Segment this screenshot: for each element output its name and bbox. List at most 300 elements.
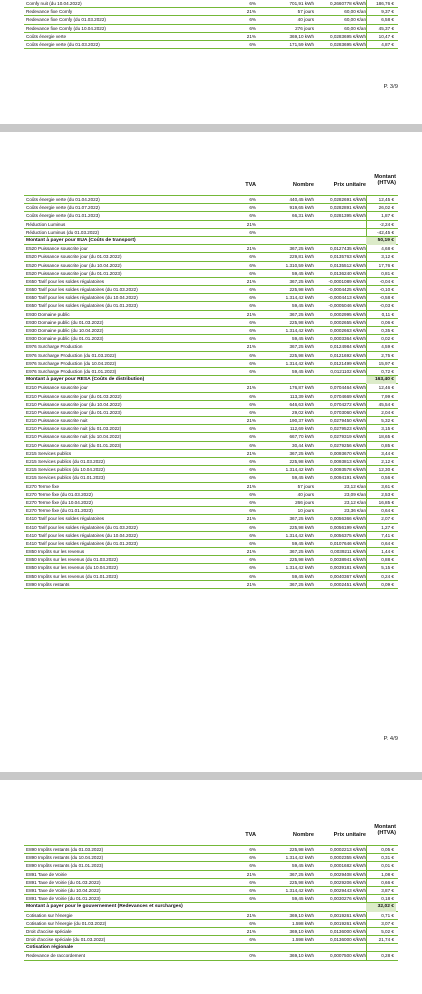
cell-tva: 6% bbox=[249, 336, 256, 342]
cell-description: E890 Impôts restants (du 01.01.2023) bbox=[26, 863, 104, 869]
invoice-page-5 bbox=[0, 790, 422, 994]
page-separator bbox=[0, 124, 422, 132]
cell-prix-unitaire: -0,0004413 €/kWh bbox=[328, 295, 366, 301]
cell-description: E270 Terme fixe (du 10.04.2022) bbox=[26, 499, 93, 505]
cell-description: Cotisation sur l'énergie (du 01.03.2022) bbox=[26, 920, 107, 926]
cell-nombre: 1.314,42 kWh bbox=[285, 360, 314, 366]
cell-description: E890 Impôts restants bbox=[26, 581, 70, 587]
cell-prix-unitaire: 0,0107646 €/kWh bbox=[329, 540, 366, 546]
cell-description: E215 Services publics (du 01.03.2022) bbox=[26, 459, 105, 464]
cell-nombre: 369,10 kWh bbox=[289, 928, 314, 934]
cell-description: E976 Surcharge Production bbox=[26, 344, 83, 350]
cell-nombre: 190,37 kWh bbox=[289, 418, 314, 424]
cell-tva: 6% bbox=[249, 254, 256, 260]
cell-prix-unitaire: 0,2660778 €/kWh bbox=[329, 1, 366, 6]
cell-montant: 7,41 € bbox=[381, 532, 394, 538]
cell-description: E410 Tarif pour les soldes régulatoires (du 01.01.2023) bbox=[26, 540, 138, 546]
cell-nombre: 367,25 kWh bbox=[289, 871, 314, 877]
cell-montant: 163,40 € bbox=[366, 376, 396, 384]
cell-montant: 0,02 € bbox=[381, 336, 394, 342]
table-row bbox=[24, 425, 398, 433]
cell-montant: 0,64 € bbox=[381, 540, 394, 546]
cell-nombre: 667,70 kWh bbox=[289, 434, 314, 440]
table-row bbox=[24, 846, 398, 854]
table-row bbox=[24, 25, 398, 33]
table-row bbox=[24, 286, 398, 294]
invoice-page-4 bbox=[0, 140, 422, 760]
cell-tva: 6% bbox=[249, 491, 256, 497]
cell-description: Redevance de raccordement bbox=[26, 953, 85, 959]
cell-tva: 6% bbox=[249, 213, 256, 219]
cell-prix-unitaire: 0,0704272 €/kWh bbox=[329, 401, 366, 407]
cell-tva: 21% bbox=[246, 549, 256, 555]
cell-montant: 12,46 € bbox=[378, 385, 394, 391]
cell-nombre: 369,10 kWh bbox=[289, 953, 314, 959]
cell-nombre: 646,63 kWh bbox=[289, 401, 314, 407]
cell-montant: 0,66 € bbox=[381, 879, 394, 885]
cell-tva: 21% bbox=[246, 928, 256, 934]
cell-nombre: 40 jours bbox=[297, 17, 314, 23]
header-nombre: Nombre bbox=[292, 832, 314, 838]
cell-description: E850 Impôts sur les revenus (du 01.01.2023) bbox=[26, 573, 118, 579]
cell-tva: 21% bbox=[246, 278, 256, 284]
cell-montant: -42,45 € bbox=[377, 229, 394, 235]
cell-prix-unitaire: 0,0282691 €/kWh bbox=[329, 197, 366, 202]
cell-description: E930 Domaine public bbox=[26, 311, 70, 317]
table-row bbox=[24, 474, 398, 482]
cell-nombre: 59,45 kWh bbox=[292, 540, 314, 546]
cell-nombre: 1.598 kWh bbox=[292, 937, 314, 943]
table-row bbox=[24, 270, 398, 278]
cell-description: E215 Services publics (du 10.04.2022) bbox=[26, 467, 105, 473]
cell-prix-unitaire: 0,0038941 €/kWh bbox=[329, 557, 366, 563]
table-header bbox=[24, 824, 398, 842]
cell-montant: 3,15 € bbox=[381, 426, 394, 432]
table-row bbox=[24, 8, 398, 16]
cell-tva: 6% bbox=[249, 879, 256, 885]
cell-description: E210 Puissance souscrite jour (du 10.04.2022) bbox=[26, 401, 122, 407]
cell-prix-unitaire: 0,0136000 €/kWh bbox=[329, 937, 366, 943]
cell-montant: 10,47 € bbox=[378, 33, 394, 39]
cell-tva: 6% bbox=[249, 863, 256, 869]
cell-prix-unitaire: 23,09 €/an bbox=[344, 491, 366, 497]
cell-description: E210 Puissance souscrite jour (du 01.03.2022) bbox=[26, 393, 122, 399]
cell-montant: 3,12 € bbox=[381, 254, 394, 260]
cell-tva: 6% bbox=[249, 287, 256, 293]
cell-prix-unitaire: 0,0093578 €/kWh bbox=[329, 467, 366, 473]
cell-tva: 6% bbox=[249, 540, 256, 546]
cell-tva: 21% bbox=[246, 581, 256, 587]
cell-description: Comfy nuit (du 10.04.2022) bbox=[26, 1, 82, 6]
cell-montant: 2,53 € bbox=[381, 491, 394, 497]
cell-description: E930 Domaine public (du 10.04.2022) bbox=[26, 328, 104, 333]
cell-montant: 1,08 € bbox=[381, 871, 394, 877]
cell-tva: 6% bbox=[249, 887, 256, 893]
table-header bbox=[24, 174, 398, 192]
cell-montant: 12,45 € bbox=[378, 197, 394, 202]
cell-description: E410 Tarif pour les soldes régulatoires (du 01.03.2022) bbox=[26, 524, 138, 530]
cell-description: E650 Tarif pour les soldes régulatoires bbox=[26, 278, 105, 284]
cell-nombre: 367,25 kWh bbox=[289, 311, 314, 317]
cell-nombre: 29,02 kWh bbox=[292, 409, 314, 415]
cell-tva: 21% bbox=[246, 871, 256, 877]
cell-description: E890 Impôts restants (du 10.04.2022) bbox=[26, 855, 104, 861]
cell-description: Redevance fixe Comfy (du 01.03.2022) bbox=[26, 17, 106, 23]
cell-tva: 6% bbox=[249, 1, 256, 6]
cell-tva: 6% bbox=[249, 475, 256, 481]
cell-description: E520 Puissance souscrite jour (du 01.03.2022) bbox=[26, 254, 122, 260]
cell-tva: 6% bbox=[249, 270, 256, 276]
cell-description: Montant à payer pour EUA (Coûts de transport) bbox=[26, 237, 136, 243]
table-row bbox=[24, 936, 398, 944]
cell-description: Redevance fixe Comfy bbox=[26, 9, 73, 15]
cell-montant: -2,24 € bbox=[379, 221, 394, 227]
cell-nombre: 40 jours bbox=[297, 491, 314, 497]
cell-nombre: 367,25 kWh bbox=[289, 549, 314, 555]
cell-tva: 6% bbox=[249, 41, 256, 47]
cell-nombre: 1.314,42 kWh bbox=[285, 887, 314, 893]
cell-prix-unitaire: 0,0124984 €/kWh bbox=[329, 344, 366, 350]
table-row bbox=[24, 564, 398, 572]
cell-montant: 7,99 € bbox=[381, 393, 394, 399]
cell-montant: 1,44 € bbox=[381, 549, 394, 555]
table-row bbox=[24, 311, 398, 319]
cell-montant: 12,30 € bbox=[378, 467, 394, 473]
cell-prix-unitaire: 0,0127435 €/kWh bbox=[329, 246, 366, 252]
cell-prix-unitaire: 23,36 €/an bbox=[344, 508, 366, 514]
table-row bbox=[24, 384, 398, 392]
table-row bbox=[24, 294, 398, 302]
table-row bbox=[24, 278, 398, 286]
cell-montant: 9,37 € bbox=[381, 9, 394, 15]
cell-description: E930 Domaine public (du 01.03.2022) bbox=[26, 319, 104, 325]
table-row bbox=[24, 871, 398, 879]
cell-montant: 2,04 € bbox=[381, 409, 394, 415]
cell-montant: 4,59 € bbox=[381, 344, 394, 350]
cell-description: E976 Surcharge Production (du 01.01.2023) bbox=[26, 368, 117, 374]
table-row bbox=[24, 401, 398, 409]
cell-description: E891 Taxe de Voirie (du 01.01.2023) bbox=[26, 896, 101, 902]
cell-prix-unitaire: 0,0001682 €/kWh bbox=[329, 863, 366, 869]
table-row bbox=[24, 548, 398, 556]
cell-montant: -0,10 € bbox=[379, 287, 394, 293]
table-row bbox=[24, 532, 398, 540]
cell-tva: 21% bbox=[246, 418, 256, 424]
cell-description: E891 Taxe de Voirie bbox=[26, 871, 67, 877]
cell-montant: 3,07 € bbox=[381, 920, 394, 926]
cell-montant: 0,01 € bbox=[381, 863, 394, 869]
cell-montant: 6,58 € bbox=[381, 17, 394, 23]
cell-nombre: 440,45 kWh bbox=[289, 197, 314, 202]
cell-nombre: 367,25 kWh bbox=[289, 450, 314, 456]
header-prix-unitaire: Prix unitaire bbox=[333, 182, 366, 188]
cell-montant: 186,76 € bbox=[376, 1, 394, 6]
cell-prix-unitaire: 60,00 €/an bbox=[344, 25, 366, 31]
cell-prix-unitaire: 0,0002213 €/kWh bbox=[329, 847, 366, 852]
cell-prix-unitaire: 60,00 €/an bbox=[344, 9, 366, 15]
cell-nombre: 1.598 kWh bbox=[292, 920, 314, 926]
cell-description: E410 Tarif pour les soldes régulatoires (du 10.04.2022) bbox=[26, 532, 138, 538]
cell-prix-unitaire: 0,0003364 €/kWh bbox=[329, 336, 366, 342]
cell-montant: 15,97 € bbox=[378, 360, 394, 366]
table-row bbox=[24, 895, 398, 903]
cell-description: E650 Tarif pour les soldes régulatoires (du 10.04.2022) bbox=[26, 295, 138, 301]
cell-description: E520 Puissance souscrite jour bbox=[26, 246, 88, 252]
cell-tva: 6% bbox=[249, 557, 256, 563]
cell-tva: 6% bbox=[249, 360, 256, 366]
cell-description: Cotisation régionale bbox=[26, 945, 74, 951]
cell-nombre: 225,98 kWh bbox=[289, 352, 314, 358]
cell-tva: 6% bbox=[249, 328, 256, 333]
cell-description: E891 Taxe de Voirie (du 10.04.2022) bbox=[26, 887, 101, 893]
header-htva: (HTVA) bbox=[377, 180, 396, 186]
cell-description: E850 Impôts sur les revenus (du 10.04.2022) bbox=[26, 565, 118, 571]
header-htva: (HTVA) bbox=[377, 830, 396, 836]
cell-nombre: 59,45 kWh bbox=[292, 863, 314, 869]
cell-nombre: 59,45 kWh bbox=[292, 475, 314, 481]
cell-prix-unitaire: 0,0281395 €/kWh bbox=[329, 213, 366, 219]
cell-description: E210 Puissance souscrite nuit (du 01.03.2022) bbox=[26, 426, 122, 432]
table-row bbox=[24, 515, 398, 523]
table-row bbox=[24, 262, 398, 270]
table-row bbox=[24, 16, 398, 24]
cell-description: E410 Tarif pour les soldes régulatoires bbox=[26, 516, 105, 522]
cell-description: E210 Puissance souscrite jour bbox=[26, 385, 88, 391]
cell-nombre: 225,98 kWh bbox=[289, 287, 314, 293]
cell-prix-unitaire: 0,0029443 €/kWh bbox=[329, 887, 366, 893]
cell-montant: 0,24 € bbox=[381, 573, 394, 579]
cell-tva: 6% bbox=[249, 25, 256, 31]
cell-tva: 6% bbox=[249, 920, 256, 926]
cell-nombre: 367,25 kWh bbox=[289, 581, 314, 587]
table-row bbox=[24, 524, 398, 532]
cell-tva: 21% bbox=[246, 483, 256, 489]
table-row bbox=[24, 335, 398, 343]
subtotal-row bbox=[24, 376, 398, 384]
cell-tva: 21% bbox=[246, 912, 256, 918]
cell-nombre: 113,39 kWh bbox=[289, 393, 314, 399]
cell-prix-unitaire: 0,0002655 €/kWh bbox=[329, 319, 366, 325]
header-tva: TVA bbox=[245, 182, 256, 188]
cell-nombre: 225,98 kWh bbox=[289, 847, 314, 852]
cell-montant: 0,18 € bbox=[381, 896, 394, 902]
invoice-table-page-3 bbox=[24, 0, 398, 49]
cell-tva: 6% bbox=[249, 319, 256, 325]
cell-nombre: 59,45 kWh bbox=[292, 270, 314, 276]
cell-description: E520 Puissance souscrite jour (du 01.01.2023) bbox=[26, 270, 122, 276]
cell-prix-unitaire: -0,0001089 €/kWh bbox=[328, 278, 366, 284]
cell-nombre: 10 jours bbox=[297, 508, 314, 514]
cell-montant: 0,06 € bbox=[381, 319, 394, 325]
cell-tva: 6% bbox=[249, 401, 256, 407]
cell-prix-unitaire: 0,0029408 €/kWh bbox=[329, 871, 366, 877]
cell-nombre: 701,91 kWh bbox=[289, 1, 314, 6]
table-row bbox=[24, 920, 398, 928]
table-row bbox=[24, 393, 398, 401]
subtotal-row bbox=[24, 237, 398, 245]
cell-montant: 2,12 € bbox=[381, 459, 394, 464]
cell-montant: 17,76 € bbox=[378, 262, 394, 268]
cell-tva: 21% bbox=[246, 33, 256, 39]
cell-prix-unitaire: 0,0039211 €/kWh bbox=[330, 549, 366, 555]
cell-prix-unitaire: 0,0002995 €/kWh bbox=[329, 311, 366, 317]
table-row bbox=[24, 573, 398, 581]
cell-prix-unitaire: 0,0056199 €/kWh bbox=[329, 524, 366, 530]
cell-description: E650 Tarif pour les soldes régulatoires (du 01.03.2022) bbox=[26, 287, 138, 293]
cell-prix-unitaire: 0,0703060 €/kWh bbox=[329, 409, 366, 415]
header-montant: Montant bbox=[374, 824, 396, 830]
cell-montant: 0,35 € bbox=[381, 328, 394, 333]
cell-description: E215 Services publics bbox=[26, 450, 72, 456]
subtotal-row bbox=[24, 903, 398, 911]
table-row bbox=[24, 245, 398, 253]
cell-prix-unitaire: 23,12 €/an bbox=[344, 483, 366, 489]
cell-description: E270 Terme fixe bbox=[26, 483, 60, 489]
table-row bbox=[24, 928, 398, 936]
cell-description: Coûts énergie verte bbox=[26, 33, 67, 39]
table-row bbox=[24, 483, 398, 491]
cell-description: E976 Surcharge Production (du 01.03.2022) bbox=[26, 352, 117, 358]
cell-prix-unitaire: 0,0007500 €/kWh bbox=[329, 953, 366, 959]
cell-nombre: 57 jours bbox=[297, 9, 314, 15]
cell-description: E215 Services publics (du 01.01.2023) bbox=[26, 475, 105, 481]
cell-prix-unitaire: -0,0005046 €/kWh bbox=[328, 303, 366, 309]
cell-montant: 1,87 € bbox=[381, 213, 394, 219]
cell-description: E270 Terme fixe (du 01.03.2022) bbox=[26, 491, 93, 497]
cell-prix-unitaire: 0,0002451 €/kWh bbox=[329, 581, 366, 587]
cell-prix-unitaire: 0,0094191 €/kWh bbox=[329, 475, 366, 481]
cell-description: E270 Terme fixe (du 01.01.2023) bbox=[26, 508, 93, 514]
cell-nombre: 225,98 kWh bbox=[289, 319, 314, 325]
cell-description: E210 Puissance souscrite nuit (du 01.01.2023) bbox=[26, 442, 122, 448]
table-row bbox=[24, 221, 398, 229]
cell-prix-unitaire: -0,0004425 €/kWh bbox=[328, 287, 366, 293]
table-row bbox=[24, 581, 398, 589]
cell-nombre: 59,45 kWh bbox=[292, 336, 314, 342]
cell-nombre: 1.314,42 kWh bbox=[285, 295, 314, 301]
cell-tva: 6% bbox=[249, 508, 256, 514]
cell-description: Coûts énergie verte (du 01.04.2022) bbox=[26, 197, 100, 202]
cell-description: E210 Puissance souscrite nuit (du 10.04.2022) bbox=[26, 434, 122, 440]
cell-tva: 6% bbox=[249, 565, 256, 571]
cell-montant: 21,74 € bbox=[378, 937, 394, 943]
cell-prix-unitaire: 0,0283695 €/kWh bbox=[329, 41, 366, 47]
cell-description: E976 Surcharge Production (du 10.04.2022) bbox=[26, 360, 117, 366]
cell-nombre: 369,10 kWh bbox=[289, 33, 314, 39]
invoice-table-page-4 bbox=[24, 196, 398, 589]
subtotal-row bbox=[24, 944, 398, 952]
cell-tva: 6% bbox=[249, 937, 256, 943]
cell-montant: 0,31 € bbox=[381, 855, 394, 861]
cell-description: Réduction Luminus (du 01.03.2022) bbox=[26, 229, 100, 235]
cell-nombre: 176,87 kWh bbox=[289, 385, 314, 391]
cell-nombre: 276 jours bbox=[295, 25, 314, 31]
cell-tva: 6% bbox=[249, 442, 256, 448]
cell-tva: 6% bbox=[249, 229, 256, 235]
cell-tva: 6% bbox=[249, 17, 256, 23]
cell-tva: 21% bbox=[246, 385, 256, 391]
cell-tva: 21% bbox=[246, 246, 256, 252]
header-nombre: Nombre bbox=[292, 182, 314, 188]
table-row bbox=[24, 229, 398, 237]
table-row bbox=[24, 491, 398, 499]
cell-tva: 21% bbox=[246, 311, 256, 317]
cell-montant: 1,27 € bbox=[381, 524, 394, 530]
cell-prix-unitaire: 0,0029206 €/kWh bbox=[329, 879, 366, 885]
table-row bbox=[24, 499, 398, 507]
table-row bbox=[24, 368, 398, 376]
table-row bbox=[24, 442, 398, 450]
cell-nombre: 112,69 kWh bbox=[289, 426, 314, 432]
cell-description: E520 Puissance souscrite jour (du 10.04.2022) bbox=[26, 262, 122, 268]
cell-prix-unitaire: 0,0019261 €/kWh bbox=[329, 920, 366, 926]
cell-prix-unitaire: 0,0283695 €/kWh bbox=[329, 33, 366, 39]
cell-prix-unitaire: 0,0704669 €/kWh bbox=[329, 393, 366, 399]
cell-tva: 6% bbox=[249, 847, 256, 852]
cell-prix-unitaire: 0,0019261 €/kWh bbox=[329, 912, 366, 918]
cell-tva: 6% bbox=[249, 295, 256, 301]
cell-description: E650 Tarif pour les soldes régulatoires (du 01.01.2023) bbox=[26, 303, 138, 309]
invoice-table-page-5 bbox=[24, 846, 398, 961]
cell-nombre: 1.314,42 kWh bbox=[285, 532, 314, 538]
cell-tva: 6% bbox=[249, 393, 256, 399]
cell-description: Redevance fixe Comfy (du 10.04.2022) bbox=[26, 25, 106, 31]
cell-tva: 6% bbox=[249, 205, 256, 211]
cell-tva: 21% bbox=[246, 344, 256, 350]
cell-description: E210 Puissance souscrite jour (du 01.01.2023) bbox=[26, 409, 122, 415]
cell-montant: 32,02 € bbox=[366, 903, 396, 911]
cell-prix-unitaire: 0,0136000 €/kWh bbox=[329, 928, 366, 934]
cell-montant: 5,02 € bbox=[381, 928, 394, 934]
cell-prix-unitaire: 0,0030276 €/kWh bbox=[329, 896, 366, 902]
table-row bbox=[24, 862, 398, 870]
cell-prix-unitaire: 0,0282891 €/kWh bbox=[329, 205, 366, 211]
table-row bbox=[24, 466, 398, 474]
cell-tva: 6% bbox=[249, 573, 256, 579]
table-row bbox=[24, 0, 398, 8]
header-montant: Montant bbox=[374, 174, 396, 180]
cell-tva: 21% bbox=[246, 516, 256, 522]
cell-tva: 6% bbox=[249, 532, 256, 538]
table-row bbox=[24, 319, 398, 327]
invoice-page-3 bbox=[0, 0, 422, 118]
cell-nombre: 225,98 kWh bbox=[289, 879, 314, 885]
cell-prix-unitaire: 0,0056366 €/kWh bbox=[329, 516, 366, 522]
cell-nombre: 225,98 kWh bbox=[289, 459, 314, 464]
cell-montant: 0,64 € bbox=[381, 508, 394, 514]
cell-montant: 16,85 € bbox=[378, 499, 394, 505]
cell-prix-unitaire: 0,0093670 €/kWh bbox=[329, 450, 366, 456]
cell-description: Coûts énergie verte (du 01.07.2022) bbox=[26, 205, 100, 211]
cell-prix-unitaire: 0,0056375 €/kWh bbox=[329, 532, 366, 538]
cell-nombre: 1.314,42 kWh bbox=[285, 467, 314, 473]
header-prix-unitaire: Prix unitaire bbox=[333, 832, 366, 838]
cell-tva: 21% bbox=[246, 450, 256, 456]
table-row bbox=[24, 879, 398, 887]
cell-prix-unitaire: 0,0002355 €/kWh bbox=[329, 855, 366, 861]
cell-nombre: 171,59 kWh bbox=[289, 41, 314, 47]
cell-prix-unitaire: 0,0039181 €/kWh bbox=[329, 565, 366, 571]
cell-description: Coûts énergie verte (du 01.01.2023) bbox=[26, 213, 100, 219]
cell-nombre: 367,25 kWh bbox=[289, 516, 314, 522]
table-row bbox=[24, 327, 398, 335]
cell-montant: 3,44 € bbox=[381, 450, 394, 456]
cell-description: E930 Domaine public (du 01.01.2023) bbox=[26, 336, 104, 342]
table-row bbox=[24, 33, 398, 41]
cell-nombre: 57 jours bbox=[297, 483, 314, 489]
cell-prix-unitaire: 0,0279256 €/kWh bbox=[329, 442, 366, 448]
page-number: P. 4/9 bbox=[383, 736, 398, 742]
